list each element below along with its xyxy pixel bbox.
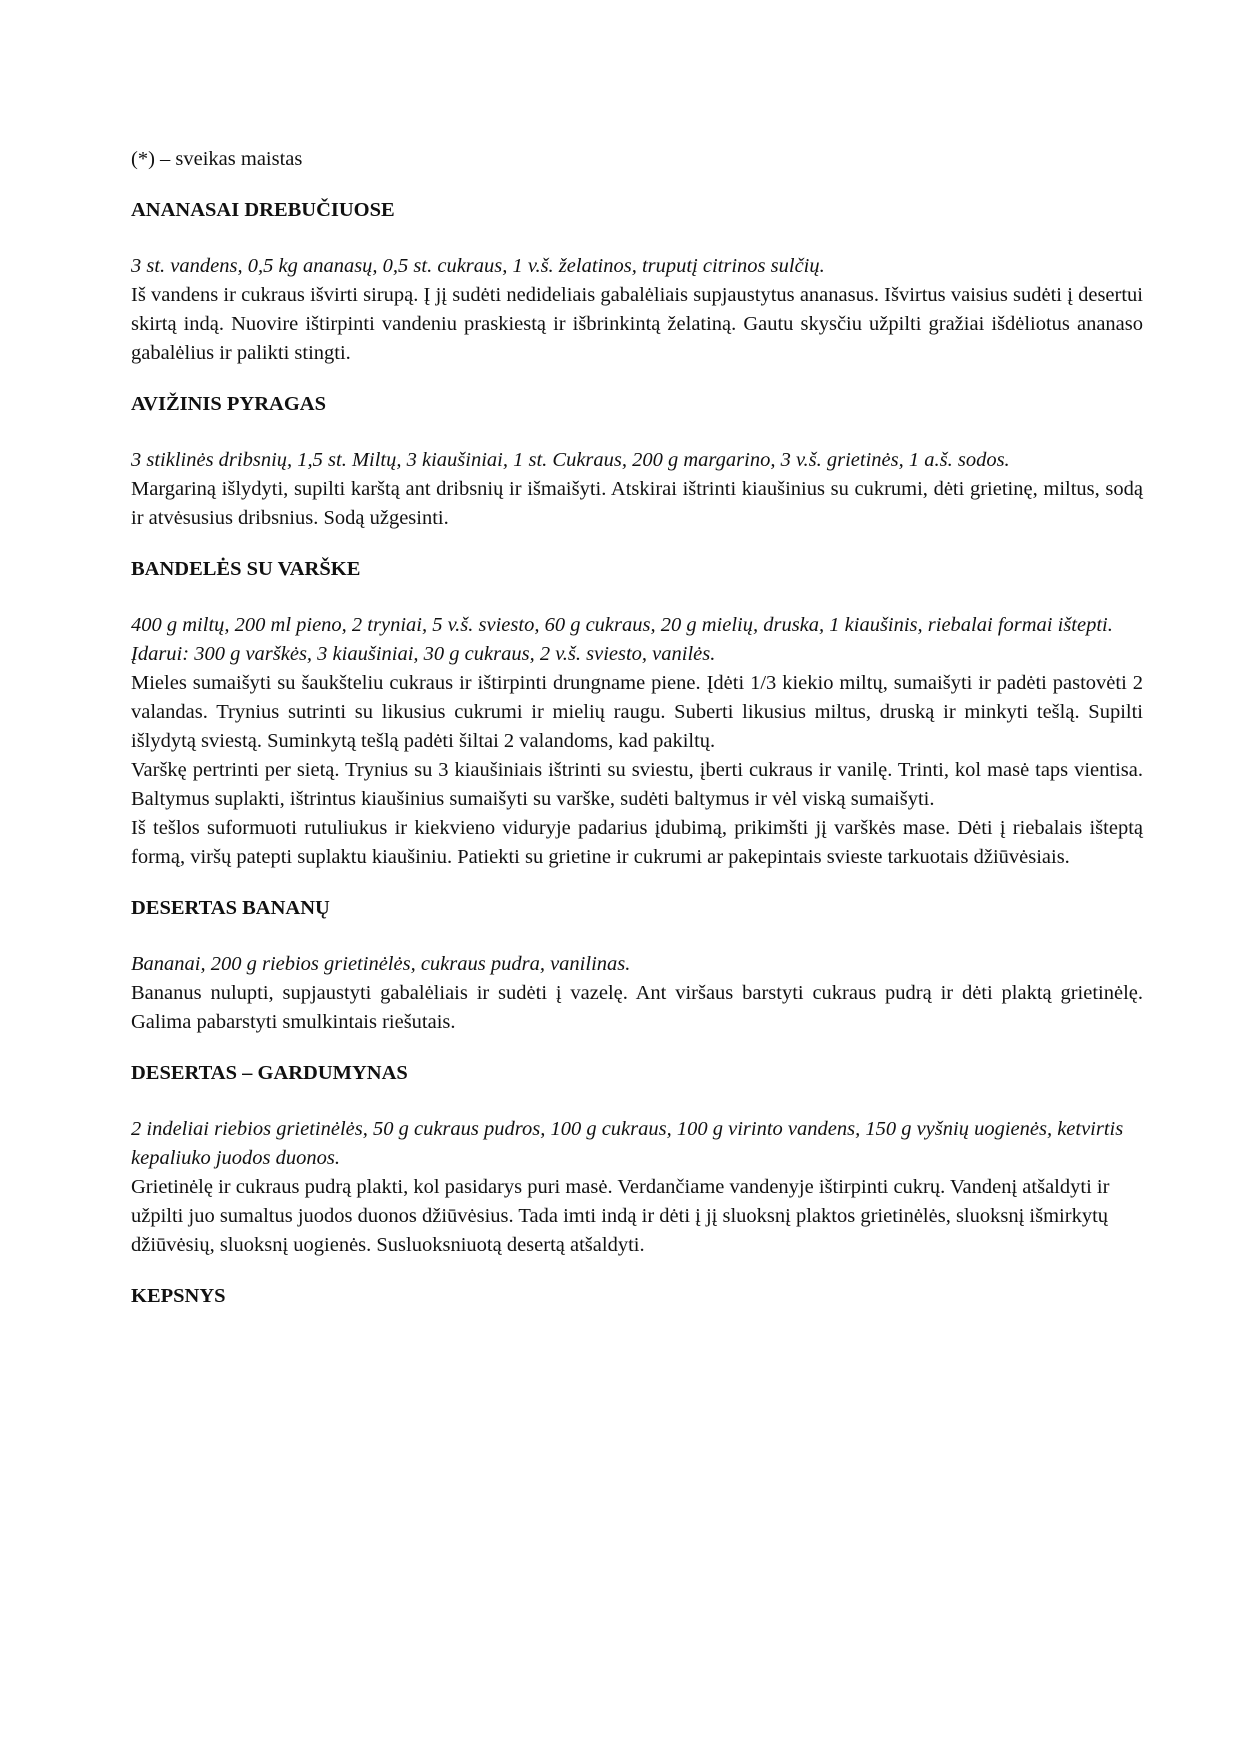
recipe-title: DESERTAS – GARDUMYNAS [131,1062,408,1084]
recipe-ingredients: Bananai, 200 g riebios grietinėlės, cukraus pudra, vanilinas. [131,953,631,975]
recipe-title: ANANASAI DREBUČIUOSE [131,199,395,221]
recipe-ingredients: 400 g miltų, 200 ml pieno, 2 tryniai, 5 v.š. sviesto, 60 g cukraus, 20 g mielių, druska, 1 kiaušinis, riebalai formai ištepti. [131,614,1113,636]
recipe-ingredients: 3 stiklinės dribsnių, 1,5 st. Miltų, 3 kiaušiniai, 1 st. Cukraus, 200 g margarino, 3 v.š. grietinės, 1 a.š. sodos. [131,449,1010,471]
recipe-instructions: Margariną išlydyti, supilti karštą ant dribsnių ir išmaišyti. Atskirai ištrinti kiaušinius su cukrumi, dėti grietinę, miltus, sodą ir atvėsusius dribsnius. Sodą užgesinti. [131,478,1143,529]
recipe-instructions: Iš tešlos suformuoti rutuliukus ir kiekvieno viduryje padarius įdubimą, prikimšti jį varškės mase. Dėti į riebalais išteptą formą, viršų patepti suplaktu kiaušiniu. Patiekti su grietine ir cukrumi ar pakepintais svieste tarkuotais džiūvėsiais. [131,817,1143,868]
recipe-instructions: Mieles sumaišyti su šaukšteliu cukraus ir ištirpinti drungname piene. Įdėti 1/3 kiekio miltų, sumaišyti ir padėti pastovėti 2 valandas. Trynius sutrinti su likusius cukrumi ir mielių raugu. Suberti likusius miltus, druską ir minkyti tešlą. Supilti išlydytą sviestą. Suminkytą tešlą padėti šiltai 2 valandoms, kad pakiltų. [131,672,1143,752]
recipe-avizinis-pyragas [131,390,1143,533]
recipe-bandeles [131,555,1143,872]
recipe-instructions: Bananus nulupti, supjaustyti gabalėliais ir sudėti į vazelę. Ant viršaus barstyti cukraus pudrą ir dėti plaktą grietinėlę. Galima pabarstyti smulkintais riešutais. [131,982,1143,1033]
recipe-ingredients: 2 indeliai riebios grietinėlės, 50 g cukraus pudros, 100 g cukraus, 100 g virinto vandens, 150 g vyšnių uogienės, ketvirtis kepaliuko juodos duonos. [131,1118,1124,1169]
recipe-desertas-bananu [131,894,1143,1037]
recipe-instructions: Varškę pertrinti per sietą. Trynius su 3 kiaušiniais ištrinti su sviestu, įberti cukraus ir vanilę. Trinti, kol masė taps vientisa. Baltymus suplakti, ištrintus kiaušinius sumaišyti su varške, sudėti baltymus ir vėl viską sumaišyti. [131,759,1143,810]
recipe-desertas-gardumynas [131,1059,1143,1260]
recipe-instructions: Iš vandens ir cukraus išvirti sirupą. Į jį sudėti nedideliais gabalėliais supjaustytus ananasus. Išvirtus vaisius sudėti į desertui skirtą indą. Nuovire ištirpinti vandeniu praskiestą ir išbrinkintą želatiną. Gautu skysčiu užpilti gražiai išdėliotus ananaso gabalėlius ir palikti stingti. [131,284,1143,364]
document-page [131,145,1143,1311]
recipe-filling-ingredients: Įdarui: 300 g varškės, 3 kiaušiniai, 30 g cukraus, 2 v.š. sviesto, vanilės. [131,643,716,665]
recipe-title: BANDELĖS SU VARŠKE [131,558,361,580]
recipe-title: AVIŽINIS PYRAGAS [131,393,326,415]
recipe-ingredients: 3 st. vandens, 0,5 kg ananasų, 0,5 st. cukraus, 1 v.š. želatinos, truputį citrinos sulčių. [131,255,825,277]
recipe-title-kepsnys: KEPSNYS [131,1285,226,1307]
recipe-instructions: Grietinėlę ir cukraus pudrą plakti, kol pasidarys puri masė. Verdančiame vandenyje ištirpinti cukrų. Vandenį atšaldyti ir užpilti juo sumaltus juodos duonos džiūvėsius. Tada imti indą ir dėti į jį sluoksnį plaktos grietinėlės, sluoksnį išmirkytų džiūvėsių, sluoksnį uogienės. Susluoksniuotą desertą atšaldyti. [131,1176,1110,1256]
recipe-title: DESERTAS BANANŲ [131,897,330,919]
legend-note: (*) – sveikas maistas [131,148,303,170]
recipe-ananasai [131,196,1143,368]
